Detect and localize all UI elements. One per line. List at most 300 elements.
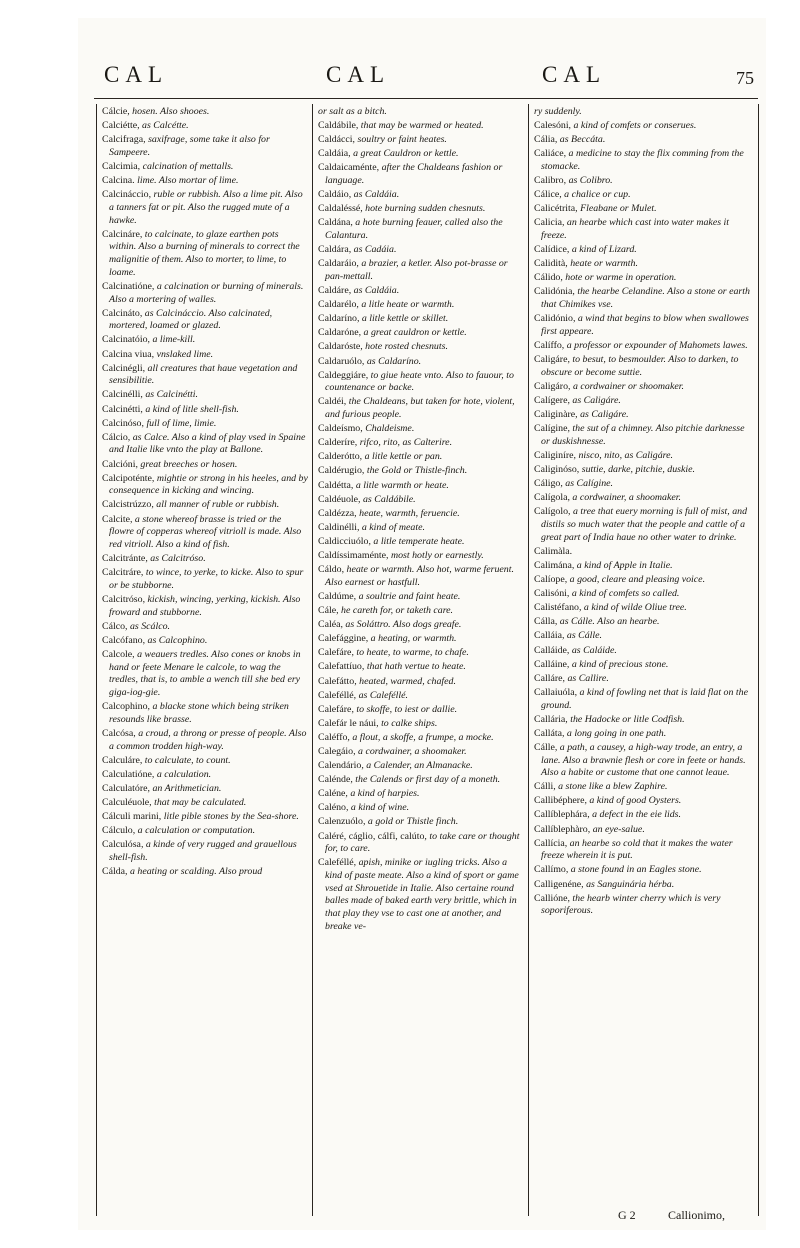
dictionary-entry [318,494,524,507]
entry-headword: Calefattíuo, [318,661,365,673]
dictionary-entry [102,769,308,782]
entry-definition: soultry or faint heates. [357,134,447,146]
entry-headword: Caldácci, [318,134,356,146]
entry-definition: as Calcophino. [147,634,208,646]
entry-headword: Calláia, [534,630,565,642]
column-left [102,106,308,1216]
entry-headword: Caldaróste, [318,341,363,353]
entry-definition: a kind of harpies. [350,788,420,800]
dictionary-entry [534,286,752,311]
entry-definition: a flout, a skoffe, a frumpe, a mocke. [352,731,494,743]
entry-definition: litle pible stones by the Sea-shore. [163,811,299,823]
entry-headword: Calénde, [318,774,353,786]
entry-definition: a hote burning feauer, called also the Calantura. [325,217,503,242]
entry-definition: a kind of comfets or conserues. [573,120,697,132]
entry-definition: to calculate, to count. [144,754,231,766]
entry-headword: Cále, [318,605,339,617]
entry-definition: a blacke stone which being striken resounds like brasse. [109,701,289,725]
entry-headword: Callíblephára, [534,809,590,821]
dictionary-entry [102,701,308,726]
dictionary-entry [318,619,524,632]
dictionary-entry [318,816,524,829]
entry-headword: Caleféllé, [318,689,357,701]
dictionary-entry [102,839,308,864]
entry-headword: Calderótto, [318,451,363,463]
entry-headword: Caléffo, [318,731,350,743]
entry-headword: Calculatióne, [102,768,155,780]
page-number: 75 [736,68,754,88]
dictionary-entry [318,451,524,464]
entry-definition: a gold or Thistle finch. [367,816,459,828]
dictionary-entry [318,244,524,257]
dictionary-entry [534,630,752,643]
entry-headword: Calesóni, [534,120,572,132]
dictionary-entry [318,148,524,161]
dictionary-entry [534,464,752,477]
entry-definition: as Caláide. [571,644,617,656]
dictionary-entry [534,742,752,780]
entry-definition: as Calcináccio. Also calcinated, mortered, loamed or glazed. [109,307,273,332]
dictionary-entry [534,893,752,918]
entry-headword: Calculéuole, [102,796,152,808]
dictionary-entry [102,649,308,700]
entry-definition: mightie or strong in his heeles, and by consequence in kicking and wincing. [109,472,308,497]
dictionary-entry [534,492,752,505]
entry-headword: Caldétta, [318,479,354,491]
entry-headword: Calcósa, [102,727,136,739]
entry-headword: Calcinatióne, [102,280,155,292]
entry-headword: Calendário, [318,760,364,772]
entry-definition: Fleabane or Mulet. [580,203,657,215]
dictionary-entry [102,404,308,417]
entry-headword: Calcipoténte, [102,472,155,484]
entry-definition: a croud, a throng or presse of people. Also a common trodden high-way. [109,727,307,752]
dictionary-entry [534,175,752,188]
entry-headword: Calcináccio, [102,189,152,201]
dictionary-entry [318,564,524,589]
running-head-middle: CAL [326,62,390,87]
entry-definition: as Calce. Also a kind of play vsed in Spaine and Italie like vnto the play at Ballone. [109,431,306,456]
dictionary-entry [102,755,308,768]
dictionary-entry [102,106,308,119]
entry-definition: an Arithmetician. [152,782,222,794]
entry-definition: a kind of meate. [361,521,425,533]
dictionary-entry [102,459,308,472]
entry-headword: Calculáre, [102,754,143,766]
entry-definition: Chaldeisme. [365,423,415,435]
entry-definition: that hath vertue to heate. [366,661,466,673]
entry-definition: hote burning sudden chesnuts. [365,203,486,215]
entry-definition: full of lime, limie. [146,417,217,429]
entry-headword: Calligenéne, [534,878,584,890]
dictionary-entry [534,313,752,338]
entry-headword: Caldáia, [318,148,351,160]
dictionary-entry [102,134,308,159]
dictionary-entry [534,588,752,601]
entry-definition: apish, minike or iugling tricks. Also a kind of paste meate. Also a kind of sport or game vsed at Shrouetide in Italie. Also certaine round balles made of baked earth very brittle, which in that play they vse to cast one at another, and breake ve- [325,857,519,932]
entry-headword: Calcistrúzzo, [102,499,154,511]
dictionary-entry [318,704,524,717]
entry-headword: Calimàla. [534,545,573,557]
entry-definition: as Caldaríno. [366,355,422,367]
entry-definition: as Caligáre. [580,409,629,421]
entry-headword: Caldíssimaménte, [318,550,389,562]
entry-definition: as Calcétte. [142,120,189,132]
entry-definition: a great cauldron or kettle. [363,327,467,339]
entry-headword: Cáldo, [318,564,345,576]
entry-definition: as Caligáre. [572,395,621,407]
entry-definition: as Caldábile. [362,493,416,505]
dictionary-entry [102,175,308,188]
entry-definition: a kind of Lizard. [571,244,637,256]
entry-headword: Caldéuole, [318,493,361,505]
entry-definition: as Caleféllé. [358,689,408,701]
entry-definition: ry suddenly. [534,106,582,117]
entry-definition: an hearbe which cast into water makes it freeze. [541,217,729,242]
dictionary-entry [102,473,308,498]
entry-headword: Calefár le náui, [318,717,379,729]
dictionary-entry [318,802,524,815]
dictionary-entry [318,633,524,646]
entry-definition: great breeches or hosen. [140,458,238,470]
entry-definition: a stone whereof brasse is tried or the flowre of copperas whereof vitrioll is made. Also red vitrioll. Also a kind of fish. [109,513,302,550]
entry-definition: a kinde of very rugged and grauellous shell-fish. [109,839,297,863]
entry-definition: as Beccáta. [559,134,606,146]
dictionary-entry [534,728,752,741]
entry-headword: Caliginíre, [534,450,576,461]
dictionary-entry [534,602,752,615]
entry-headword: Caldaríno, [318,313,360,325]
dictionary-entry [318,203,524,216]
entry-headword: Calidónio, [534,313,576,325]
entry-headword: Callibéphere, [534,795,587,807]
entry-headword: Caldaráio, [318,258,359,270]
dictionary-entry [318,299,524,312]
catchword: Callionimo, [668,1208,725,1222]
entry-definition: a calcination or burning of minerals. Also a mortering of walles. [109,280,304,305]
entry-headword: Calcole, [102,648,135,660]
entry-definition: the Calends or first day of a moneth. [355,774,501,786]
dictionary-entry [318,661,524,674]
dictionary-entry [318,437,524,450]
dictionary-entry [318,690,524,703]
entry-headword: Calimána, [534,559,575,571]
entry-definition: heate or warmth. [570,258,638,270]
column-rule [96,104,97,1216]
dictionary-entry [534,687,752,712]
entry-definition: as Callire. [567,672,609,684]
dictionary-entry [318,550,524,563]
entry-definition: to giue heate vnto. Also to fauour, to countenance or backe. [325,369,514,394]
dictionary-entry [318,605,524,618]
dictionary-entry [534,838,752,863]
dictionary-entry [534,673,752,686]
dictionary-entry [102,825,308,838]
entry-headword: Caliginàre, [534,409,578,421]
entry-headword: Calidità, [534,258,568,270]
entry-definition: a calculation or computation. [137,825,256,837]
entry-headword: Calíffo, [534,340,565,352]
entry-headword: Calcimia, [102,160,141,172]
dictionary-entry [318,396,524,421]
dictionary-entry [534,106,752,119]
entry-definition: all creatures that haue vegetation and sensibilitie. [109,362,298,387]
dictionary-entry [318,732,524,745]
entry-definition: a Calender, an Almanacke. [366,760,473,772]
column-rule [312,104,313,1216]
entry-definition: a litle temperate heate. [373,535,465,547]
entry-definition: a cordwainer, a shoomaker. [358,745,467,757]
dictionary-entry [318,356,524,369]
dictionary-entry [534,409,752,422]
entry-definition: the Chaldeans, but taken for hote, violent, and furious people. [325,396,515,421]
dictionary-entry [534,546,752,559]
entry-definition: a kind of Apple in Italie. [576,559,673,571]
entry-headword: Caliáce, [534,148,567,160]
entry-headword: Caldaróne, [318,327,362,339]
entry-definition: a stone found in an Eagles stone. [570,864,702,876]
dictionary-entry [318,370,524,395]
dictionary-entry [534,203,752,216]
entry-definition: kickish, wincing, yerking, kickish. Also froward and stubborne. [109,593,301,618]
entry-headword: Calcitránte, [102,553,148,565]
entry-headword: Calicétrita, [534,203,578,215]
entry-definition: a litle kettle or skillet. [361,313,449,325]
entry-headword: Cálli, [534,781,556,793]
dictionary-entry [102,514,308,552]
entry-headword: Caliginóso, [534,464,580,476]
entry-headword: Calciétte, [102,120,140,132]
entry-headword: Caléré, cáglio, cálfi, calúto, [318,830,427,842]
dictionary-entry [102,635,308,648]
entry-definition: a kind of precious stone. [571,658,669,670]
running-head-left: CAL [104,62,168,87]
entry-headword: Calculatóre, [102,782,150,794]
entry-definition: as Caldáia. [353,285,400,297]
entry-definition: rifco, rito, as Calterire. [359,437,453,449]
dictionary-entry [534,395,752,408]
entry-headword: Cálculo, [102,825,136,837]
column-rule [528,104,529,1216]
dictionary-entry [534,560,752,573]
dictionary-entry [534,120,752,133]
entry-headword: Cálcio, [102,431,131,443]
entry-definition: a tree that euery morning is full of mist, and distils so much water that the people and cattle of a great part of India haue no other water to drinke. [541,506,748,543]
entry-headword: Caldaléssé, [318,203,363,215]
entry-headword: Calcina viua, [102,348,155,360]
entry-headword: Calcina. [102,175,135,187]
dictionary-entry [534,134,752,147]
entry-headword: Caldábile, [318,120,359,132]
entry-headword: Calefáre, [318,647,354,659]
dictionary-entry [534,795,752,808]
dictionary-entry [102,553,308,566]
dictionary-entry [534,244,752,257]
entry-headword: Cálcie, [102,106,130,117]
entry-headword: Calcinétti, [102,403,143,415]
dictionary-entry [102,229,308,280]
dictionary-entry [318,480,524,493]
entry-definition: a heating or scalding. Also proud [129,866,263,878]
dictionary-entry [318,341,524,354]
entry-headword: Cálla, [534,616,558,628]
entry-definition: ruble or rubbish. Also a lime pit. Also a tanners fat or pit. Also the rugged mute of a hawke. [109,189,303,226]
entry-definition: the hearbe Celandine. Also a stone or earth that Chimikes vse. [541,286,750,311]
dictionary-entry [534,824,752,837]
entry-definition: the hearb winter cherry which is very soporiferous. [541,892,721,917]
entry-headword: Calcófano, [102,634,146,646]
entry-headword: Caldérugio, [318,465,365,477]
entry-headword: Caleféllé, [318,857,357,869]
dictionary-entry [318,423,524,436]
entry-headword: Caldarélo, [318,299,359,311]
entry-definition: a litle warmth or heate. [355,479,449,491]
entry-headword: Cálido, [534,272,563,284]
entry-headword: Callária, [534,713,568,725]
entry-definition: all manner of ruble or rubbish. [156,499,280,511]
entry-headword: Calistéfano, [534,602,582,614]
entry-headword: Calcinégli, [102,362,146,374]
entry-headword: Calíope, [534,574,568,586]
entry-headword: Calculósa, [102,839,144,851]
entry-definition: to heate, to warme, to chafe. [356,647,469,659]
dictionary-entry [534,879,752,892]
dictionary-entry [534,864,752,877]
entry-headword: Caldeísmo, [318,423,363,435]
entry-definition: a kind of comfets so called. [571,588,680,600]
entry-headword: Callaiuóla, [534,686,578,698]
dictionary-entry [318,788,524,801]
entry-headword: Calegáio, [318,745,356,757]
entry-definition: hosen. Also shooes. [132,106,210,117]
entry-headword: Calcináre, [102,228,143,240]
dictionary-entry [102,797,308,810]
dictionary-entry [318,162,524,187]
dictionary-entry [534,506,752,544]
entry-definition: to skoffe, to iest or dallie. [356,703,458,715]
entry-definition: that may be warmed or heated. [360,120,484,132]
entry-definition: a lime-kill. [152,334,196,346]
dictionary-entry [534,381,752,394]
entry-definition: heate, warmth, feruencie. [359,507,460,519]
entry-definition: the Hadocke or litle Codfish. [570,713,685,725]
dictionary-entry [102,161,308,174]
entry-headword: Caldána, [318,217,353,229]
entry-headword: Callímo, [534,864,569,876]
dictionary-entry [318,746,524,759]
entry-definition: as Calcinétti. [145,389,199,401]
entry-definition: a brazier, a ketler. Also pot-brasse or pan-mettall. [325,258,508,282]
entry-definition: a litle heate or warmth. [361,299,455,311]
entry-definition: the sut of a chimney. Also pitchie darknesse or duskishnesse. [541,423,745,447]
entry-definition: saxifrage, some take it also for Sampeere. [109,134,270,158]
entry-definition: a kind of fowling net that is laid flat on the ground. [541,686,748,711]
entry-definition: a defect in the eie lids. [592,809,681,821]
entry-definition: as Cálle. Also an hearbe. [559,616,660,628]
entry-headword: Calígolo, [534,506,571,518]
signature-mark: G 2 [618,1208,636,1222]
entry-definition: a cordwainer or shoomaker. [572,380,684,392]
entry-definition: hote rosted chesnuts. [365,341,448,353]
entry-definition: to take care or thought for, to care. [325,830,520,855]
dictionary-entry [102,334,308,347]
dictionary-entry [318,189,524,202]
dictionary-entry [102,418,308,431]
entry-headword: Cálco, [102,620,128,632]
dictionary-entry [318,313,524,326]
dictionary-entry [102,783,308,796]
entry-headword: Caldeggiáre, [318,369,369,381]
dictionary-entry [534,659,752,672]
dictionary-entry [102,120,308,133]
dictionary-entry [534,148,752,173]
entry-definition: a heating, or warmth. [370,633,457,645]
entry-definition: nisco, nito, as Caligáre. [578,450,673,461]
entry-headword: Calláre, [534,672,565,684]
dictionary-entry [534,272,752,285]
entry-definition: as Sanguinária hérba. [586,878,675,890]
entry-headword: Caldáre, [318,285,352,297]
dictionary-entry [318,857,524,933]
dictionary-entry [318,522,524,535]
entry-headword: Calcináto, [102,307,143,319]
entry-headword: Caléa, [318,619,343,631]
dictionary-entry [534,258,752,271]
dictionary-entry [102,389,308,402]
entry-headword: Calígere, [534,395,570,407]
entry-headword: Caldinélli, [318,521,360,533]
entry-headword: Calcifraga, [102,134,146,146]
dictionary-entry [102,621,308,634]
dictionary-entry [318,760,524,773]
entry-headword: Caléno, [318,802,349,814]
dictionary-entry [102,281,308,306]
entry-headword: Caldúme, [318,590,357,602]
dictionary-entry [102,432,308,457]
entry-definition: heated, warmed, chafed. [359,675,456,687]
entry-definition: most hotly or earnestly. [390,550,484,562]
entry-definition: as Cadáia. [353,244,397,256]
entry-headword: Calláide, [534,644,570,656]
entry-definition: as Calcitróso. [150,553,206,565]
entry-definition: that may be calculated. [154,796,247,808]
dictionary-entry [534,340,752,353]
entry-definition: a soultrie and faint heate. [358,590,461,602]
entry-headword: Calcitráre, [102,567,144,579]
dictionary-entry [318,718,524,731]
entry-headword: Cáligo, [534,478,563,490]
entry-headword: Calefággine, [318,633,369,645]
dictionary-entry [534,574,752,587]
entry-definition: hote or warme in operation. [565,272,677,284]
dictionary-entry [318,134,524,147]
entry-headword: Calcitróso, [102,593,146,605]
entry-headword: Cálculi marini, [102,811,162,823]
entry-headword: Calibro, [534,175,567,187]
entry-definition: to wince, to yerke, to kicke. Also to spur or be stubborne. [109,567,304,591]
dictionary-entry [534,478,752,491]
entry-headword: Cálda, [102,866,128,878]
entry-headword: Caldaicaménte, [318,162,380,174]
entry-definition: a medicine to stay the flix comming from the stomacke. [541,148,744,172]
entry-definition: a calculation. [156,768,212,780]
running-head-right: CAL [542,62,606,87]
entry-definition: heate or warmth. Also hot, warme feruent. Also earnest or hastfull. [325,564,514,588]
entry-headword: Caldára, [318,244,352,256]
entry-headword: Caldézza, [318,507,357,519]
entry-headword: Calidónia, [534,286,575,298]
entry-headword: Calláine, [534,658,570,670]
